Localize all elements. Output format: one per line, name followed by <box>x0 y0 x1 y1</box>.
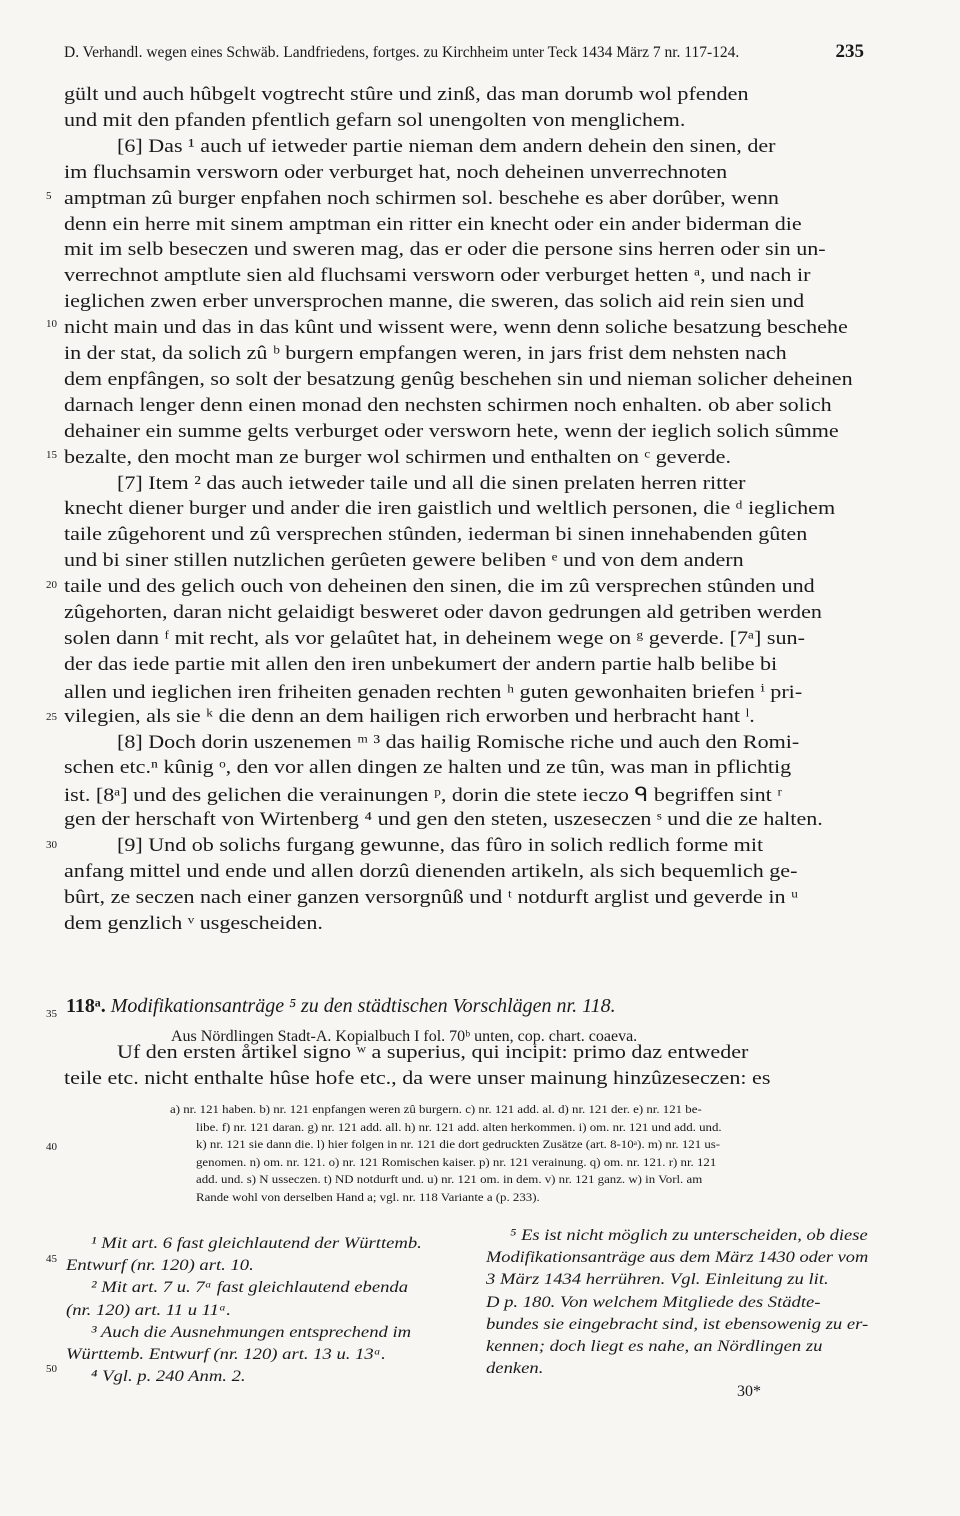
line-number: 50 <box>46 1363 57 1375</box>
text-line: [9] Und ob solichs furgang gewunne, das fûro in solich redlich forme mit <box>117 835 764 857</box>
line-number: 30 <box>46 839 57 851</box>
text-line: dehainer ein summe gelts verburget oder versworn hete, wenn der ieglich solich sûmme <box>64 420 839 442</box>
text-line: denn ein herre mit sinem amptman ein ritter ein knecht oder ein ander biderman die <box>64 213 802 235</box>
line-number: 40 <box>46 1141 57 1153</box>
text-line: und bi siner stillen nutzlichen gerûeten gewere beliben ᵉ und von dem andern <box>64 550 744 572</box>
apparatus-line: Rande wohl von derselben Hand a; vgl. nr. 118 Variante a (p. 233). <box>196 1192 540 1204</box>
text-line: darnach lenger denn einen monad den nechsten schirmen noch enhalten. ob aber solich <box>64 394 832 416</box>
footnote-line: ⁵ Es ist nicht möglich zu unterscheiden, ob diese <box>510 1226 868 1244</box>
line-number: 20 <box>46 579 57 591</box>
text-line: anfang mittel und ende und allen dorzû dienenden artikeln, als sich bequemlich ge- <box>64 861 798 882</box>
text-line: solen dann ᶠ mit recht, als vor gelaûtet hat, in deheinem wege on ᵍ geverde. [7ᵃ] sun- <box>64 627 805 649</box>
text-line: dem genzlich ᵛ usgescheiden. <box>64 912 323 934</box>
footnote-line: ³ Auch die Ausnehmungen entsprechend im <box>91 1322 412 1341</box>
line-number: 35 <box>46 1008 57 1020</box>
text-line: gen der herschaft von Wirtenberg ⁴ und gen den steten, uszeseczen ˢ und die ze halten. <box>64 809 823 831</box>
footnote-line: ⁴ Vgl. p. 240 Anm. 2. <box>91 1367 246 1386</box>
footnote-line: ¹ Mit art. 6 fast gleichlautend der Württemb. <box>91 1234 422 1252</box>
page-number: 235 <box>835 41 864 62</box>
text-line: der das iede partie mit allen den iren unbekumert der andern partie halb belibe bi <box>64 653 778 675</box>
footnote-line: D p. 180. Von welchem Mitgliede des Städte- <box>486 1292 821 1311</box>
section-text-line: Uf den ersten årtikel signo ʷ a superius, qui incipit: primo daz entweder <box>117 1042 749 1063</box>
signature-mark: 30* <box>737 1383 761 1400</box>
section-heading <box>66 995 616 1018</box>
section-title: Modifikationsanträge ⁵ zu den städtischen Vorschlägen nr. 118. <box>110 995 616 1017</box>
line-number: 45 <box>46 1253 57 1265</box>
text-line: in der stat, da solich zû ᵇ burgern empfangen weren, in jars frist dem nehsten nach <box>64 343 787 364</box>
text-line: mit im selb beseczen und sweren mag, das er oder die persone sins herren oder sin un- <box>64 239 826 261</box>
text-line: ist. [8ᵃ] und des gelichen die verainungen ᵖ, dorin die stete ieczo ᑫ begriffen sint ʳ <box>64 785 783 807</box>
apparatus-line: genomen. n) om. nr. 121. o) nr. 121 Romischen kaiser. p) nr. 121 verainung. q) om. nr. 121. r) nr. 121 <box>196 1156 717 1169</box>
text-line: schen etc.ⁿ kûnig ᵒ, den vor allen dingen ze halten und ze tûn, was man in pflichtig <box>64 757 792 779</box>
footnote-line: kennen; doch liegt es nahe, an Nördlingen zu <box>486 1337 823 1355</box>
footnote-line: Entwurf (nr. 120) art. 10. <box>66 1256 254 1275</box>
text-line: dem enpfângen, so solt der besatzung genûg beschehen sin und nieman solicher deheinen <box>64 368 853 390</box>
apparatus-line: libe. f) nr. 121 daran. g) nr. 121 add. all. h) nr. 121 add. alten herkommen. i) om. nr. 121 und add. und. <box>196 1121 722 1134</box>
text-line: vilegien, als sie ᵏ die denn an dem hailigen rich erworben und herbracht hant ˡ. <box>64 705 755 727</box>
line-number: 15 <box>46 449 57 461</box>
line-number: 25 <box>46 711 57 723</box>
footnote-line: ² Mit art. 7 u. 7ᵃ fast gleichlautend ebenda <box>91 1278 409 1297</box>
section-text-line: teile etc. nicht enthalte hûse hofe etc., da were unser mainung hinzûzeseczen: es <box>64 1068 771 1089</box>
text-line: [8] Doch dorin uszenemen ᵐ ³ das hailig Romische riche und auch den Romi- <box>117 731 800 753</box>
text-line: [7] Item ² das auch ietweder taile und all die sinen prelaten herren ritter <box>117 472 746 494</box>
text-line: bûrt, ze seczen nach einer ganzen versorgnûß und ᵗ notdurft arglist und geverde in ᵘ <box>64 886 799 908</box>
apparatus-line: add. und. s) N usseczen. t) ND notdurft und. u) nr. 121 om. in dem. v) nr. 121 ganz. w) in Vorl. am <box>196 1174 703 1187</box>
text-line: zûgehorten, daran nicht gelaidigt besweret oder davon gedrungen ald getriben werden <box>64 602 822 623</box>
apparatus-line: k) nr. 121 sie dann die. l) hier folgen in nr. 121 die dort gedruckten Zusätze (art. 8-10ᵃ). m) nr. 121 us- <box>196 1139 721 1152</box>
section-number: 118ᵃ. <box>66 995 106 1017</box>
text-line: [6] Das ¹ auch uf ietweder partie nieman dem andern dehein den sinen, der <box>117 135 776 157</box>
running-head-text: D. Verhandl. wegen eines Schwäb. Landfriedens, fortges. zu Kirchheim unter Teck 1434 März 7 nr. 117-124. <box>64 44 740 61</box>
footnote-line: Modifikationsanträge aus dem März 1430 oder vom <box>486 1248 869 1267</box>
running-head <box>64 41 864 62</box>
footnote-line: Württemb. Entwurf (nr. 120) art. 13 u. 13ᵃ. <box>66 1345 386 1363</box>
footnote-line: bundes sie eingebracht sind, ist ebensowenig zu er- <box>486 1314 869 1333</box>
text-line: taile zûgehorent und zû versprechen stûnden, iederman bi sinen innehabenden gûten <box>64 524 808 546</box>
footnote-line: (nr. 120) art. 11 u 11ᵃ. <box>66 1300 231 1319</box>
text-line: bezalte, den mocht man ze burger wol schirmen und enthalten on ᶜ geverde. <box>64 446 731 468</box>
footnote-line: denken. <box>486 1359 544 1378</box>
footnote-line: 3 März 1434 herrühren. Vgl. Einleitung zu lit. <box>486 1270 829 1289</box>
source-note: Aus Nördlingen Stadt-A. Kopialbuch I fol. 70ᵇ unten, cop. chart. coaeva. <box>171 1028 638 1045</box>
text-line: knecht diener burger und ander die iren gaistlich und weltlich personen, die ᵈ ieglichem <box>64 498 836 520</box>
text-line: taile und des gelich ouch von deheinen den sinen, die im zû versprechen stûnden und <box>64 576 815 598</box>
text-line: gült und auch hûbgelt vogtrecht stûre und zinß, das man dorumb wol pfenden <box>64 84 749 105</box>
text-line: ieglichen zwen erber unversprochen manne, die sweren, das solich aid rein sien und <box>64 291 805 313</box>
text-line: allen und ieglichen iren friheiten genaden rechten ʰ guten gewonhaiten briefen ⁱ pri- <box>64 681 803 703</box>
text-line: verrechnot amptlute sien ald fluchsami versworn oder verburget hetten ᵃ, und nach ir <box>64 265 811 287</box>
text-line: amptman zû burger enpfahen noch schirmen sol. beschehe es aber dorûber, wenn <box>64 187 779 209</box>
line-number: 5 <box>46 190 52 202</box>
text-line: und mit den pfanden pfentlich gefarn sol unengolten von menglichem. <box>64 109 686 131</box>
text-line: nicht main und das in das kûnt und wissent were, wenn denn soliche besatzung beschehe <box>64 317 848 339</box>
apparatus-line: a) nr. 121 haben. b) nr. 121 enpfangen weren zû burgern. c) nr. 121 add. al. d) nr. 121 der. e) nr. 121 be- <box>170 1104 702 1116</box>
line-number: 10 <box>46 318 57 330</box>
text-line: im fluchsamin versworn oder verburget hat, noch deheinen unverrechnoten <box>64 161 728 183</box>
